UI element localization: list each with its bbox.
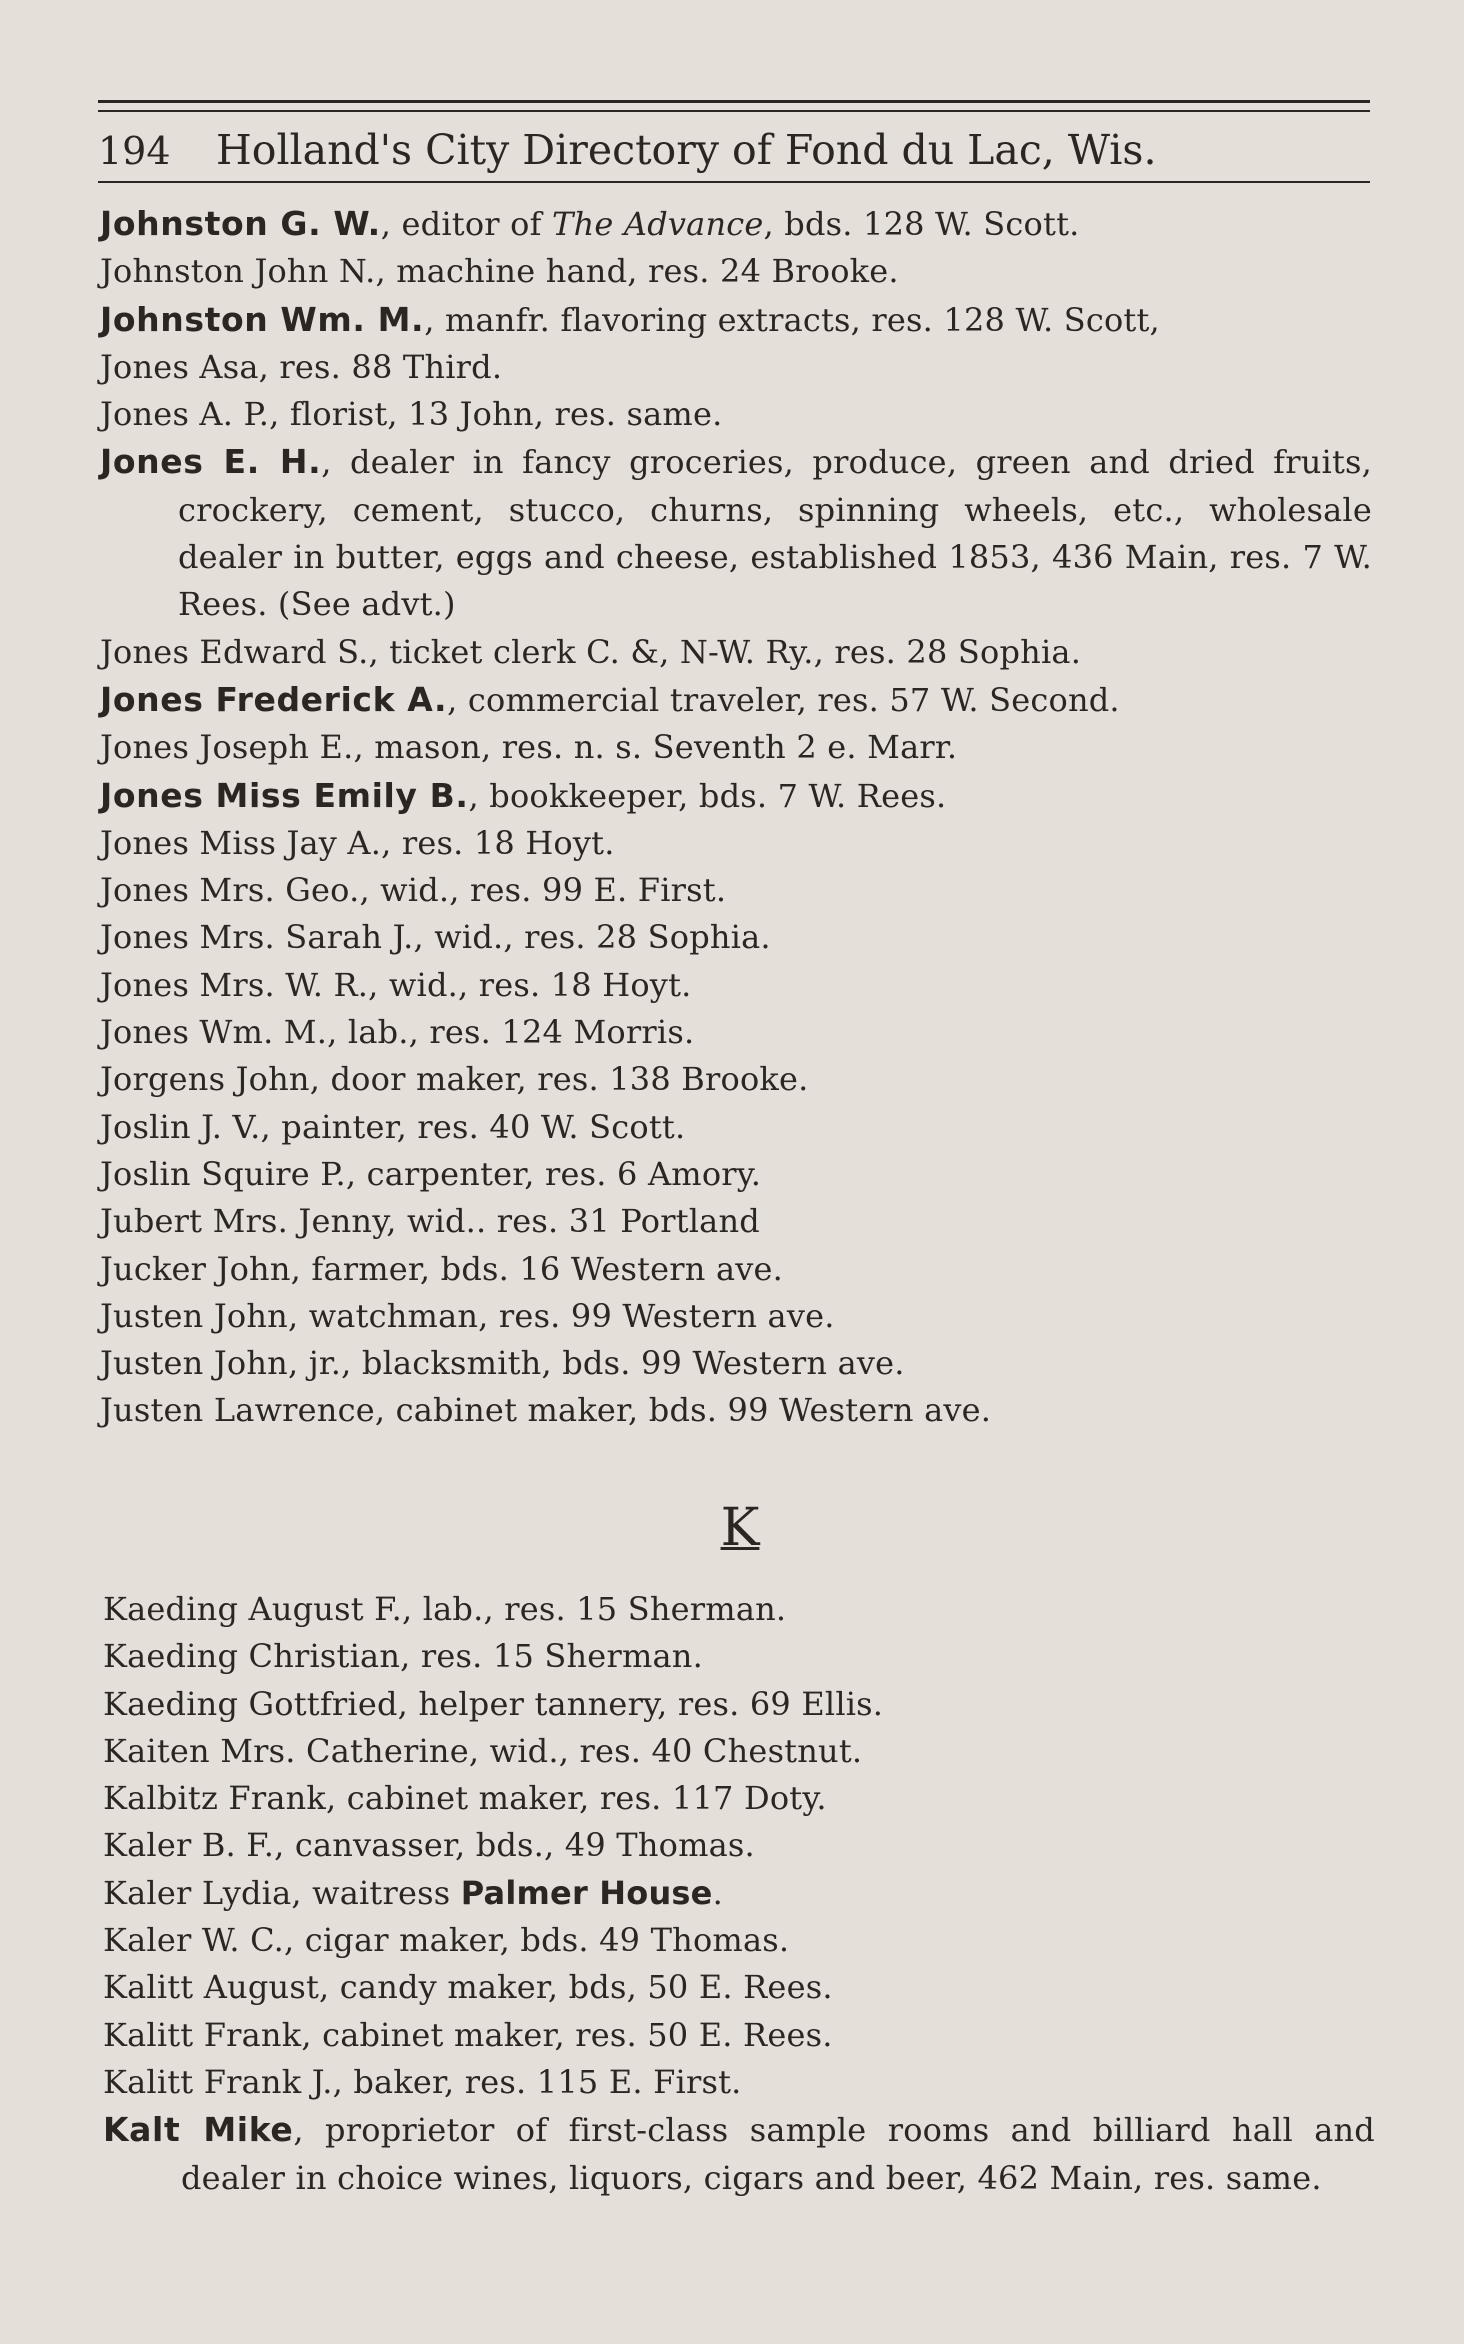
- entry-name: Kaler B. F.: [103, 1826, 275, 1865]
- entry-name: Jones Frederick A.: [100, 679, 448, 719]
- directory-entry: [100, 1246, 1372, 1293]
- entry-name: Kaeding August F.: [103, 1590, 402, 1628]
- entry-detail: , editor of: [380, 205, 553, 243]
- entry-name: Kaler Lydia: [103, 1873, 292, 1912]
- entry-detail: , cabinet maker, bds. 99 Western ave.: [374, 1391, 992, 1430]
- directory-entry: [100, 1387, 1372, 1434]
- entry-name: Kaler W. C.: [103, 1921, 284, 1960]
- entry-detail: , bookkeeper, bds. 7 W. Rees.: [468, 776, 947, 815]
- entry-name: Kaiten Mrs. Catherine: [103, 1731, 469, 1770]
- section-letter-k: K: [720, 1498, 760, 1558]
- entry-name: Jones E. H.: [100, 442, 322, 482]
- entry-detail: , farmer, bds. 16 Western ave.: [290, 1249, 784, 1288]
- directory-entry: [100, 629, 1372, 676]
- header-rule-top-inner: [98, 110, 1370, 112]
- entry-detail: , res. 88 Third.: [258, 347, 503, 386]
- running-header: [98, 122, 1370, 178]
- header-rule-top: [98, 100, 1370, 103]
- entry-detail: , painter, res. 40 W. Scott.: [260, 1107, 686, 1146]
- entry-name: Jones Edward S.: [100, 632, 369, 671]
- entry-employer: Palmer House: [460, 1873, 713, 1912]
- directory-entry: [100, 914, 1372, 961]
- entry-detail: , wid., res. 28 Sophia.: [413, 918, 771, 957]
- directory-entry: [100, 296, 1372, 344]
- entry-name: Johnston Wm. M.: [100, 299, 425, 339]
- entry-detail: , canvasser, bds., 49 Thomas.: [274, 1826, 755, 1865]
- directory-entry: [103, 1822, 1375, 1869]
- directory-entry: [100, 1198, 1372, 1245]
- entry-name: Jones Asa: [100, 347, 259, 386]
- directory-entry: [103, 1633, 1375, 1680]
- entry-detail: , res. 15 Sherman.: [400, 1637, 703, 1676]
- directory-entry: [100, 867, 1372, 914]
- directory-entry: [103, 2012, 1375, 2059]
- entry-detail: , mason, res. n. s. Seventh 2 e. Marr.: [353, 728, 958, 767]
- entry-detail: , baker, res. 115 E. First.: [332, 2062, 742, 2101]
- entry-detail: , cabinet maker, res. 117 Doty.: [326, 1779, 827, 1818]
- entry-name: Kalitt August: [103, 1968, 320, 2007]
- entry-name: Justen John: [100, 1296, 288, 1335]
- entry-name: Jones Mrs. Geo.: [100, 871, 360, 910]
- entry-detail: , wid., res. 40 Chestnut.: [468, 1731, 863, 1770]
- entry-detail: , res. 18 Hoyt.: [381, 823, 615, 862]
- entry-name: Kalitt Frank J.: [103, 2062, 333, 2101]
- entry-detail: .: [712, 1873, 723, 1912]
- directory-entry: [103, 1728, 1375, 1775]
- entry-detail: , dealer in fancy groceries, produce, green and dried fruits, crockery, cement, stucco, churns, spinning wheels, etc., wholesale dealer in butter, eggs and cheese, established 1853, 436 Main, res. 7 W. Rees. (See advt.): [178, 443, 1372, 624]
- entry-name: Jucker John: [100, 1249, 291, 1288]
- directory-entry: [100, 1340, 1372, 1387]
- entry-name: Jones Mrs. Sarah J.: [100, 918, 414, 957]
- directory-entry: [103, 1775, 1375, 1822]
- entry-publication: The Advance: [552, 205, 764, 243]
- entry-name: Jubert Mrs. Jenny: [100, 1202, 387, 1241]
- entry-detail: , lab., res. 15 Sherman.: [401, 1590, 787, 1628]
- entry-name: Justen John: [100, 1344, 288, 1383]
- entry-detail: , ticket clerk C. &, N-W. Ry., res. 28 Sophia.: [368, 632, 1082, 671]
- entry-detail: , jr., blacksmith, bds. 99 Western ave.: [287, 1344, 905, 1383]
- directory-entry: [103, 1681, 1375, 1728]
- entry-detail: , watchman, res. 99 Western ave.: [287, 1296, 835, 1335]
- entry-name: Jones Mrs. W. R.: [100, 965, 369, 1004]
- directory-entry: [100, 772, 1372, 820]
- directory-entry: [100, 248, 1372, 295]
- entry-detail: , bds. 128 W. Scott.: [763, 205, 1080, 243]
- entry-detail: , cigar maker, bds. 49 Thomas.: [283, 1921, 790, 1960]
- directory-entry: [100, 1104, 1372, 1151]
- directory-entry: [100, 1293, 1372, 1340]
- entry-name: Jones Miss Jay A.: [100, 823, 382, 862]
- page-number: 194: [98, 129, 171, 173]
- entry-detail: , carpenter, res. 6 Amory.: [345, 1154, 762, 1193]
- directory-entry: [103, 1964, 1375, 2011]
- entry-detail: , helper tannery, res. 69 Ellis.: [397, 1684, 884, 1723]
- directory-entry: [100, 1009, 1372, 1056]
- directory-entry: [100, 200, 1372, 248]
- entry-name: Jones Wm. M.: [100, 1013, 328, 1052]
- entry-detail: , wid., res. 18 Hoyt.: [368, 965, 692, 1004]
- entry-name: Jones Joseph E.: [100, 728, 354, 767]
- directory-entry: [100, 438, 1372, 628]
- entry-name: Kaeding Christian: [103, 1637, 401, 1676]
- entry-detail: , manfr. flavoring extracts, res. 128 W. Scott,: [424, 300, 1160, 339]
- entry-detail: , wid.. res. 31 Portland: [386, 1202, 760, 1241]
- directory-entry: [103, 1586, 1375, 1633]
- entry-name: Kalt Mike: [103, 2110, 294, 2150]
- entry-name: Justen Lawrence: [100, 1391, 375, 1430]
- entry-name: Joslin J. V.: [100, 1107, 261, 1146]
- entry-detail: , machine hand, res. 24 Brooke.: [375, 252, 899, 291]
- header-rule-bottom: [98, 181, 1370, 183]
- directory-entry: [100, 1151, 1372, 1198]
- entry-name: Jones A. P.: [100, 395, 270, 434]
- entries-j-list: [100, 200, 1372, 1435]
- directory-entry: [100, 1056, 1372, 1103]
- directory-entry: [100, 962, 1372, 1009]
- entry-name: Jones Miss Emily B.: [100, 775, 469, 815]
- directory-entry: [103, 1870, 1375, 1917]
- entry-detail: , candy maker, bds, 50 E. Rees.: [319, 1968, 833, 2007]
- entry-name: Johnston John N.: [100, 252, 376, 291]
- entry-name: Jorgens John: [100, 1060, 310, 1099]
- directory-entry: [100, 676, 1372, 724]
- directory-entry: [103, 2106, 1375, 2202]
- entry-detail: , commercial traveler, res. 57 W. Second.: [447, 680, 1120, 719]
- entry-detail: , wid., res. 99 E. First.: [359, 871, 727, 910]
- entry-name: Kalbitz Frank: [103, 1779, 327, 1818]
- entries-k-list: [103, 1586, 1375, 2202]
- directory-entry: [100, 724, 1372, 771]
- entry-name: Johnston G. W.: [100, 204, 381, 243]
- entry-detail: , waitress: [291, 1873, 461, 1912]
- entry-detail: , lab., res. 124 Morris.: [327, 1013, 695, 1052]
- entry-detail: , cabinet maker, res. 50 E. Rees.: [301, 2015, 833, 2054]
- directory-entry: [103, 2059, 1375, 2106]
- directory-entry: [100, 391, 1372, 438]
- directory-entry: [100, 820, 1372, 867]
- entry-detail: , florist, 13 John, res. same.: [269, 395, 723, 434]
- entry-detail: , door maker, res. 138 Brooke.: [309, 1060, 809, 1099]
- entry-name: Kaeding Gottfried: [103, 1684, 398, 1723]
- directory-entry: [103, 1917, 1375, 1964]
- entry-detail: , proprietor of first-class sample rooms and billiard hall and dealer in choice wines, liquors, cigars and beer, 462 Main, res. same.: [181, 2111, 1375, 2197]
- entry-name: Joslin Squire P.: [100, 1154, 346, 1193]
- directory-entry: [100, 344, 1372, 391]
- page-title: Holland's City Directory of Fond du Lac, Wis.: [216, 126, 1157, 174]
- entry-name: Kalitt Frank: [103, 2015, 302, 2054]
